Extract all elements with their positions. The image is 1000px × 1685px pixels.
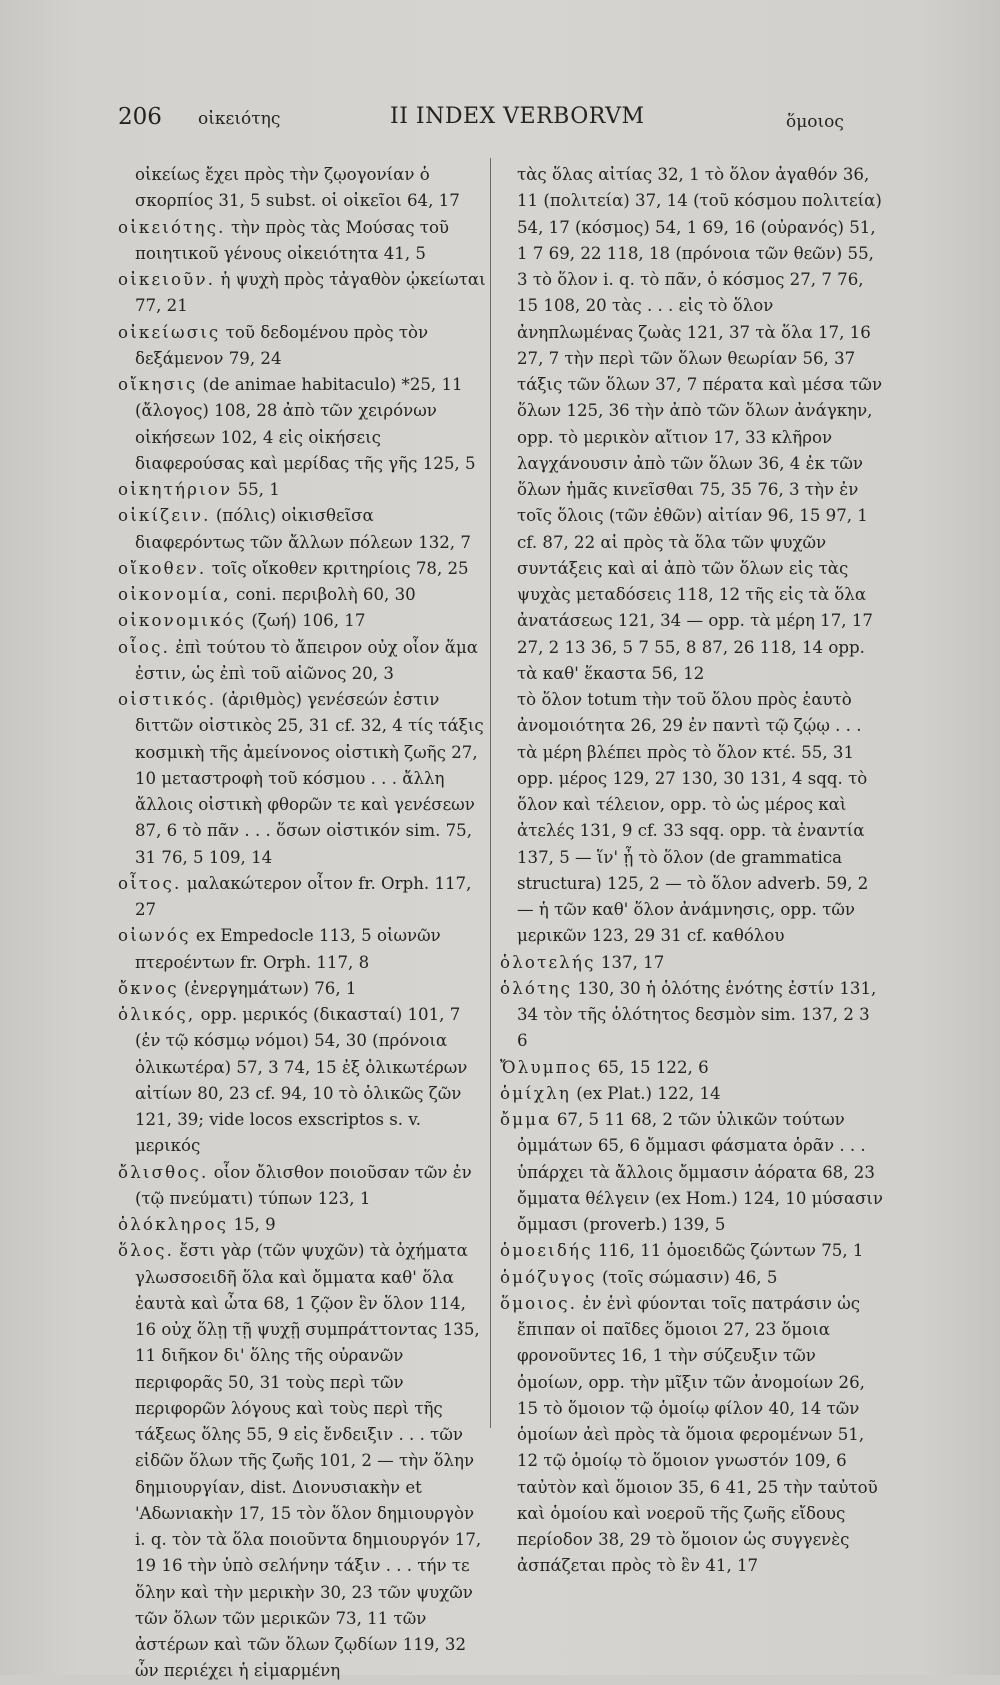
index-entry xyxy=(118,267,486,320)
index-references: (ἐνεργημάτων) 76, 1 xyxy=(184,978,357,998)
index-entry xyxy=(118,503,486,556)
index-references: (de animae habitaculo) *25, 11 (ἄλογος) 108, 28 ἀπὸ τῶν χειρόνων οἰκήσεων 102, 4 εἰς οἰκήσεις διαφερούσας καὶ μερίδας τῆς γῆς 125, 5 xyxy=(135,375,476,473)
index-entry xyxy=(118,923,486,976)
right-column xyxy=(500,162,885,1580)
index-entry xyxy=(118,215,486,268)
index-entry xyxy=(118,635,486,688)
index-lemma: ὁμίχλη xyxy=(500,1083,571,1103)
index-entry xyxy=(118,372,486,477)
index-lemma: οἴκοθεν. xyxy=(118,558,207,578)
index-entry xyxy=(118,477,486,503)
index-lemma: οἰκείωσις xyxy=(118,322,221,342)
page-number: 206 xyxy=(118,104,162,130)
index-lemma: ὁλοτελής xyxy=(500,952,596,972)
index-references: opp. μερικός (δικασταί) 101, 7 (ἐν τῷ κόσμῳ νόμοι) 54, 30 (πρόνοια ὁλικωτέρα) 57, 3 74, 15 ἐξ ὁλικωτέρων αἰτίων 80, 23 cf. 94, 10 τὸ ὁλικῶς ζῶν 121, 39; vide locos exscriptos s. v. μερικός xyxy=(135,1005,468,1156)
index-entry xyxy=(500,976,885,1055)
index-lemma: οἰκειότης. xyxy=(118,217,226,237)
index-references: 137, 17 xyxy=(600,952,665,972)
index-lemma: ὅμοιος. xyxy=(500,1293,578,1313)
index-references: μαλακώτερον οἶτον fr. Orph. 117, 27 xyxy=(135,873,472,919)
page-header xyxy=(118,104,918,144)
index-lemma: οἴκησις xyxy=(118,375,198,394)
index-references: οἰκείως ἔχει πρὸς τὴν ζῳογονίαν ὁ σκορπίος 31, 5 subst. οἱ οἰκεῖοι 64, 17 xyxy=(135,165,460,211)
index-entry xyxy=(118,556,486,582)
index-references: (τοῖς σώμασιν) 46, 5 xyxy=(601,1267,778,1287)
left-column xyxy=(118,162,486,1685)
index-entry xyxy=(500,950,885,976)
index-references: ἔστι γὰρ (τῶν ψυχῶν) τὰ ὀχήματα γλωσσοειδῆ ὅλα καὶ ὄμματα καθ' ὅλα ἑαυτὰ καὶ ὦτα 68, 1 ζῷον ἓν ὅλον 114, 16 οὐχ ὅλῃ τῇ ψυχῇ συμπράττοντας 135, 11 διῆκον δι' ὅλης τῆς οὐρανῶν περιφορᾶς 50, 31 τοὺς περὶ τῶν περιφορῶν λόγους καὶ τοὺς περὶ τῆς τάξεως ὅλης 55, 9 εἰς ἔνδειξιν . . . τῶν εἰδῶν ὅλων τῆς ζωῆς 101, 2 — τὴν ὅλην δημιουργίαν, dist. Διονυσιακὴν et 'Αδωνιακὴν 17, 15 τὸν ὅλον δημιουργὸν i. q. τὸν τὰ ὅλα ποιοῦντα δημιουργόν 17, 19 16 τὴν ὑπὸ σελήνην τάξιν . . . τήν τε ὅλην καὶ τὴν μερικὴν 30, 23 τῶν ψυχῶν τῶν ὅλων τῶν μερικῶν 73, 11 τῶν ἀστέρων καὶ τῶν ὅλων ζῳδίων 119, 32 ὧν περιέχει ἡ εἱμαρμένη xyxy=(135,1241,482,1681)
index-entry xyxy=(500,1238,885,1264)
index-lemma: ὁλόκληρος xyxy=(118,1215,229,1234)
index-references: (ἀριθμὸς) γενέσεών ἐστιν διττῶν οἰστικὸς 25, 31 cf. 32, 4 τίς τάξις κοσμικὴ τῆς ἀμείνονος οἰστικὴ ζωῆς 27, 10 μεταστροφὴ τοῦ κόσμου . . . ἄλλη ἄλλοις οἰστικὴ φθορῶν τε καὶ γενέσεων 87, 6 τὸ πᾶν . . . ὅσων οἰστικόν sim. 75, 31 76, 5 109, 14 xyxy=(135,690,484,867)
index-entry xyxy=(500,1081,885,1107)
index-references: 15, 9 xyxy=(233,1215,276,1234)
index-references: 130, 30 ἡ ὁλότης ἑνότης ἐστίν 131, 34 τὸν τῆς ὁλότητος δεσμὸν sim. 137, 2 3 6 xyxy=(517,978,877,1051)
index-lemma: ὅλος. xyxy=(118,1241,175,1261)
index-references: τὰς ὅλας αἰτίας 32, 1 τὸ ὅλον ἀγαθόν 36, 11 (πολιτεία) 37, 14 (τοῦ κόσμου πολιτεία) 54, 17 (κόσμος) 54, 1 69, 16 (οὐρανός) 51, 1 7 69, 22 118, 18 (πρόνοια τῶν θεῶν) 55, 3 τὸ ὅλον i. q. τὸ πᾶν, ὁ κόσμος 27, 7 76, 15 108, 20 τὰς . . . εἰς τὸ ὅλον ἀνηπλωμένας ζωὰς 121, 37 τὰ ὅλα 17, 16 27, 7 τὴν περὶ τῶν ὅλων θεωρίαν 56, 37 τάξις τῶν ὅλων 37, 7 πέρατα καὶ μέσα τῶν ὅλων 125, 36 τὴν ἀπὸ τῶν ὅλων ἀνάγκην, opp. τὸ μερικὸν αἴτιον 17, 33 κλῆρον λαγχάνουσιν ἀπὸ τῶν ὅλων 36, 4 ἐκ τῶν ὅλων ἡμᾶς κινεῖσθαι 75, 35 76, 3 τὴν ἐν τοῖς ὅλοις (τῶν ἐθῶν) αἰτίαν 96, 15 97, 1 cf. 87, 22 αἱ πρὸς τὰ ὅλα τῶν ψυχῶν συντάξεις καὶ αἱ ἀπὸ τῶν ὅλων εἰς τὰς ψυχὰς μεταδόσεις 118, 12 τῆς εἰς τὰ ὅλα ἀνατάσεως 121, 34 — opp. τὰ μέρη 17, 17 27, 2 13 36, 5 7 55, 8 87, 26 118, 14 opp. τὰ καθ' ἕκαστα 56, 12 xyxy=(517,165,883,683)
index-entry xyxy=(118,1238,486,1684)
index-entry xyxy=(500,1055,885,1081)
index-lemma: ὄκνος xyxy=(118,978,179,998)
column-divider xyxy=(490,158,491,1428)
index-references: ἡ ψυχὴ πρὸς τἀγαθὸν ᾠκείωται 77, 21 xyxy=(135,270,486,316)
index-references: ἐν ἑνὶ φύονται τοῖς πατράσιν ὡς ἔπιπαν οἱ παῖδες ὅμοιοι 27, 23 ὅμοια φρονοῦντες 16, 1 τὴν σύζευξιν τῶν ὁμοίων, opp. τὴν μῖξιν τῶν ἀνομοίων 26, 15 τὸ ὅμοιον τῷ ὁμοίῳ φίλον 40, 14 τῶν ὁμοίων ἀεὶ πρὸς τὰ ὅμοια φερομένων 51, 12 τῷ ὁμοίῳ τὸ ὅμοιον γνωστόν 109, 6 ταὐτὸν καὶ ὅμοιον 35, 6 41, 25 τὴν ταὐτοῦ καὶ ὁμοίου καὶ νοεροῦ τῆς ζωῆς εἴδους περίοδον 38, 29 τὸ ὅμοιον ὡς συγγενὲς ἀσπάζεται πρὸς τὸ ἓν 41, 17 xyxy=(517,1293,878,1576)
running-head-right: ὅμοιος xyxy=(786,112,844,132)
index-references: τὸ ὅλον totum τὴν τοῦ ὅλου πρὸς ἑαυτὸ ἀνομοιότητα 26, 29 ἐν παντὶ τῷ ζῴῳ . . . τὰ μέρη βλέπει πρὸς τὸ ὅλον κτέ. 55, 31 opp. μέρος 129, 27 130, 30 131, 4 sqq. τὸ ὅλον καὶ τέλειον, opp. τὸ ὡς μέρος καὶ ἀτελές 131, 9 cf. 33 sqq. opp. τὰ ἐναντία 137, 5 — ἵν' ᾖ τὸ ὅλον (de grammatica structura) 125, 2 — τὸ ὅλον adverb. 59, 2 — ἡ τῶν καθ' ὅλον ἀνάμνησις, opp. τῶν μερικῶν 123, 29 31 cf. καθόλου xyxy=(517,690,869,946)
index-lemma: οἷος. xyxy=(118,637,171,657)
index-lemma: ὁλικός, xyxy=(118,1005,196,1024)
index-references: 67, 5 11 68, 2 τῶν ὑλικῶν τούτων ὀμμάτων 65, 6 ὄμμασι φάσματα ὁρᾶν . . . ὑπάρχει τὰ ἄλλοις ὄμμασιν ἀόρατα 68, 23 ὄμματα θέλγειν (ex Hom.) 124, 10 μύσασιν ὄμμασι (proverb.) 139, 5 xyxy=(517,1110,883,1234)
index-entry xyxy=(118,1212,486,1238)
index-entry xyxy=(118,871,486,924)
index-references: (ζωή) 106, 17 xyxy=(251,611,366,631)
index-lemma: οἰκονομικός xyxy=(118,611,247,631)
index-lemma: Ὄλυμπος xyxy=(500,1057,593,1077)
index-references: ἐπὶ τούτου τὸ ἄπειρον οὐχ οἷον ἅμα ἐστιν, ὡς ἐπὶ τοῦ αἰῶνος 20, 3 xyxy=(135,637,478,683)
index-references: 116, 11 ὁμοειδῶς ζώντων 75, 1 xyxy=(597,1241,864,1261)
index-entry xyxy=(500,1265,885,1291)
index-references: τοῖς οἴκοθεν κριτηρίοις 78, 25 xyxy=(211,558,469,578)
index-references: ex Empedocle 113, 5 οἰωνῶν πτερoέντων fr. Orph. 117, 8 xyxy=(135,926,441,972)
index-lemma: οἶτος. xyxy=(118,873,182,893)
index-entry xyxy=(118,687,486,871)
index-references: coni. περιβολὴ 60, 30 xyxy=(236,585,416,604)
index-lemma: ὁμοειδής xyxy=(500,1241,593,1261)
index-entry xyxy=(118,1160,486,1213)
index-references: τὴν πρὸς τὰς Μούσας τοῦ ποιητικοῦ γένους οἰκειότητα 41, 5 xyxy=(135,217,450,263)
index-references: οἷον ὄλισθον ποιοῦσαν τῶν ἐν (τῷ πνεύματι) τύπων 123, 1 xyxy=(135,1162,472,1208)
index-entry xyxy=(500,162,885,687)
index-lemma: ὄλισθος. xyxy=(118,1162,209,1182)
running-head-left: οἰκειότης xyxy=(198,109,281,129)
index-references: (ex Plat.) 122, 14 xyxy=(576,1083,721,1103)
index-entry xyxy=(118,162,486,215)
index-references: (πόλις) οἰκισθεῖσα διαφερόντως τῶν ἄλλων πόλεων 132, 7 xyxy=(135,506,471,552)
index-lemma: οἰκίζειν. xyxy=(118,506,211,526)
index-entry xyxy=(500,687,885,950)
index-lemma: ὁλότης xyxy=(500,978,573,998)
index-entry xyxy=(118,976,486,1002)
index-lemma: οἰστικός. xyxy=(118,690,217,709)
index-entry xyxy=(118,608,486,634)
index-entry xyxy=(118,1002,486,1160)
index-lemma: οἰωνός xyxy=(118,926,191,946)
index-lemma: ὄμμα xyxy=(500,1110,552,1129)
index-entry xyxy=(118,582,486,608)
section-title: II INDEX VERBORVM xyxy=(390,104,645,129)
index-lemma: οἰκονομία, xyxy=(118,585,231,604)
index-references: 65, 15 122, 6 xyxy=(597,1057,709,1077)
index-lemma: οἰκειοῦν. xyxy=(118,270,216,289)
index-lemma: οἰκητήριον xyxy=(118,480,233,499)
index-entry xyxy=(500,1107,885,1238)
index-references: 55, 1 xyxy=(237,480,280,499)
index-references: τοῦ δεδομένου πρὸς τὸν δεξάμενον 79, 24 xyxy=(135,322,429,368)
index-entry xyxy=(500,1291,885,1580)
index-lemma: ὁμόζυγος xyxy=(500,1267,597,1287)
index-entry xyxy=(118,320,486,373)
